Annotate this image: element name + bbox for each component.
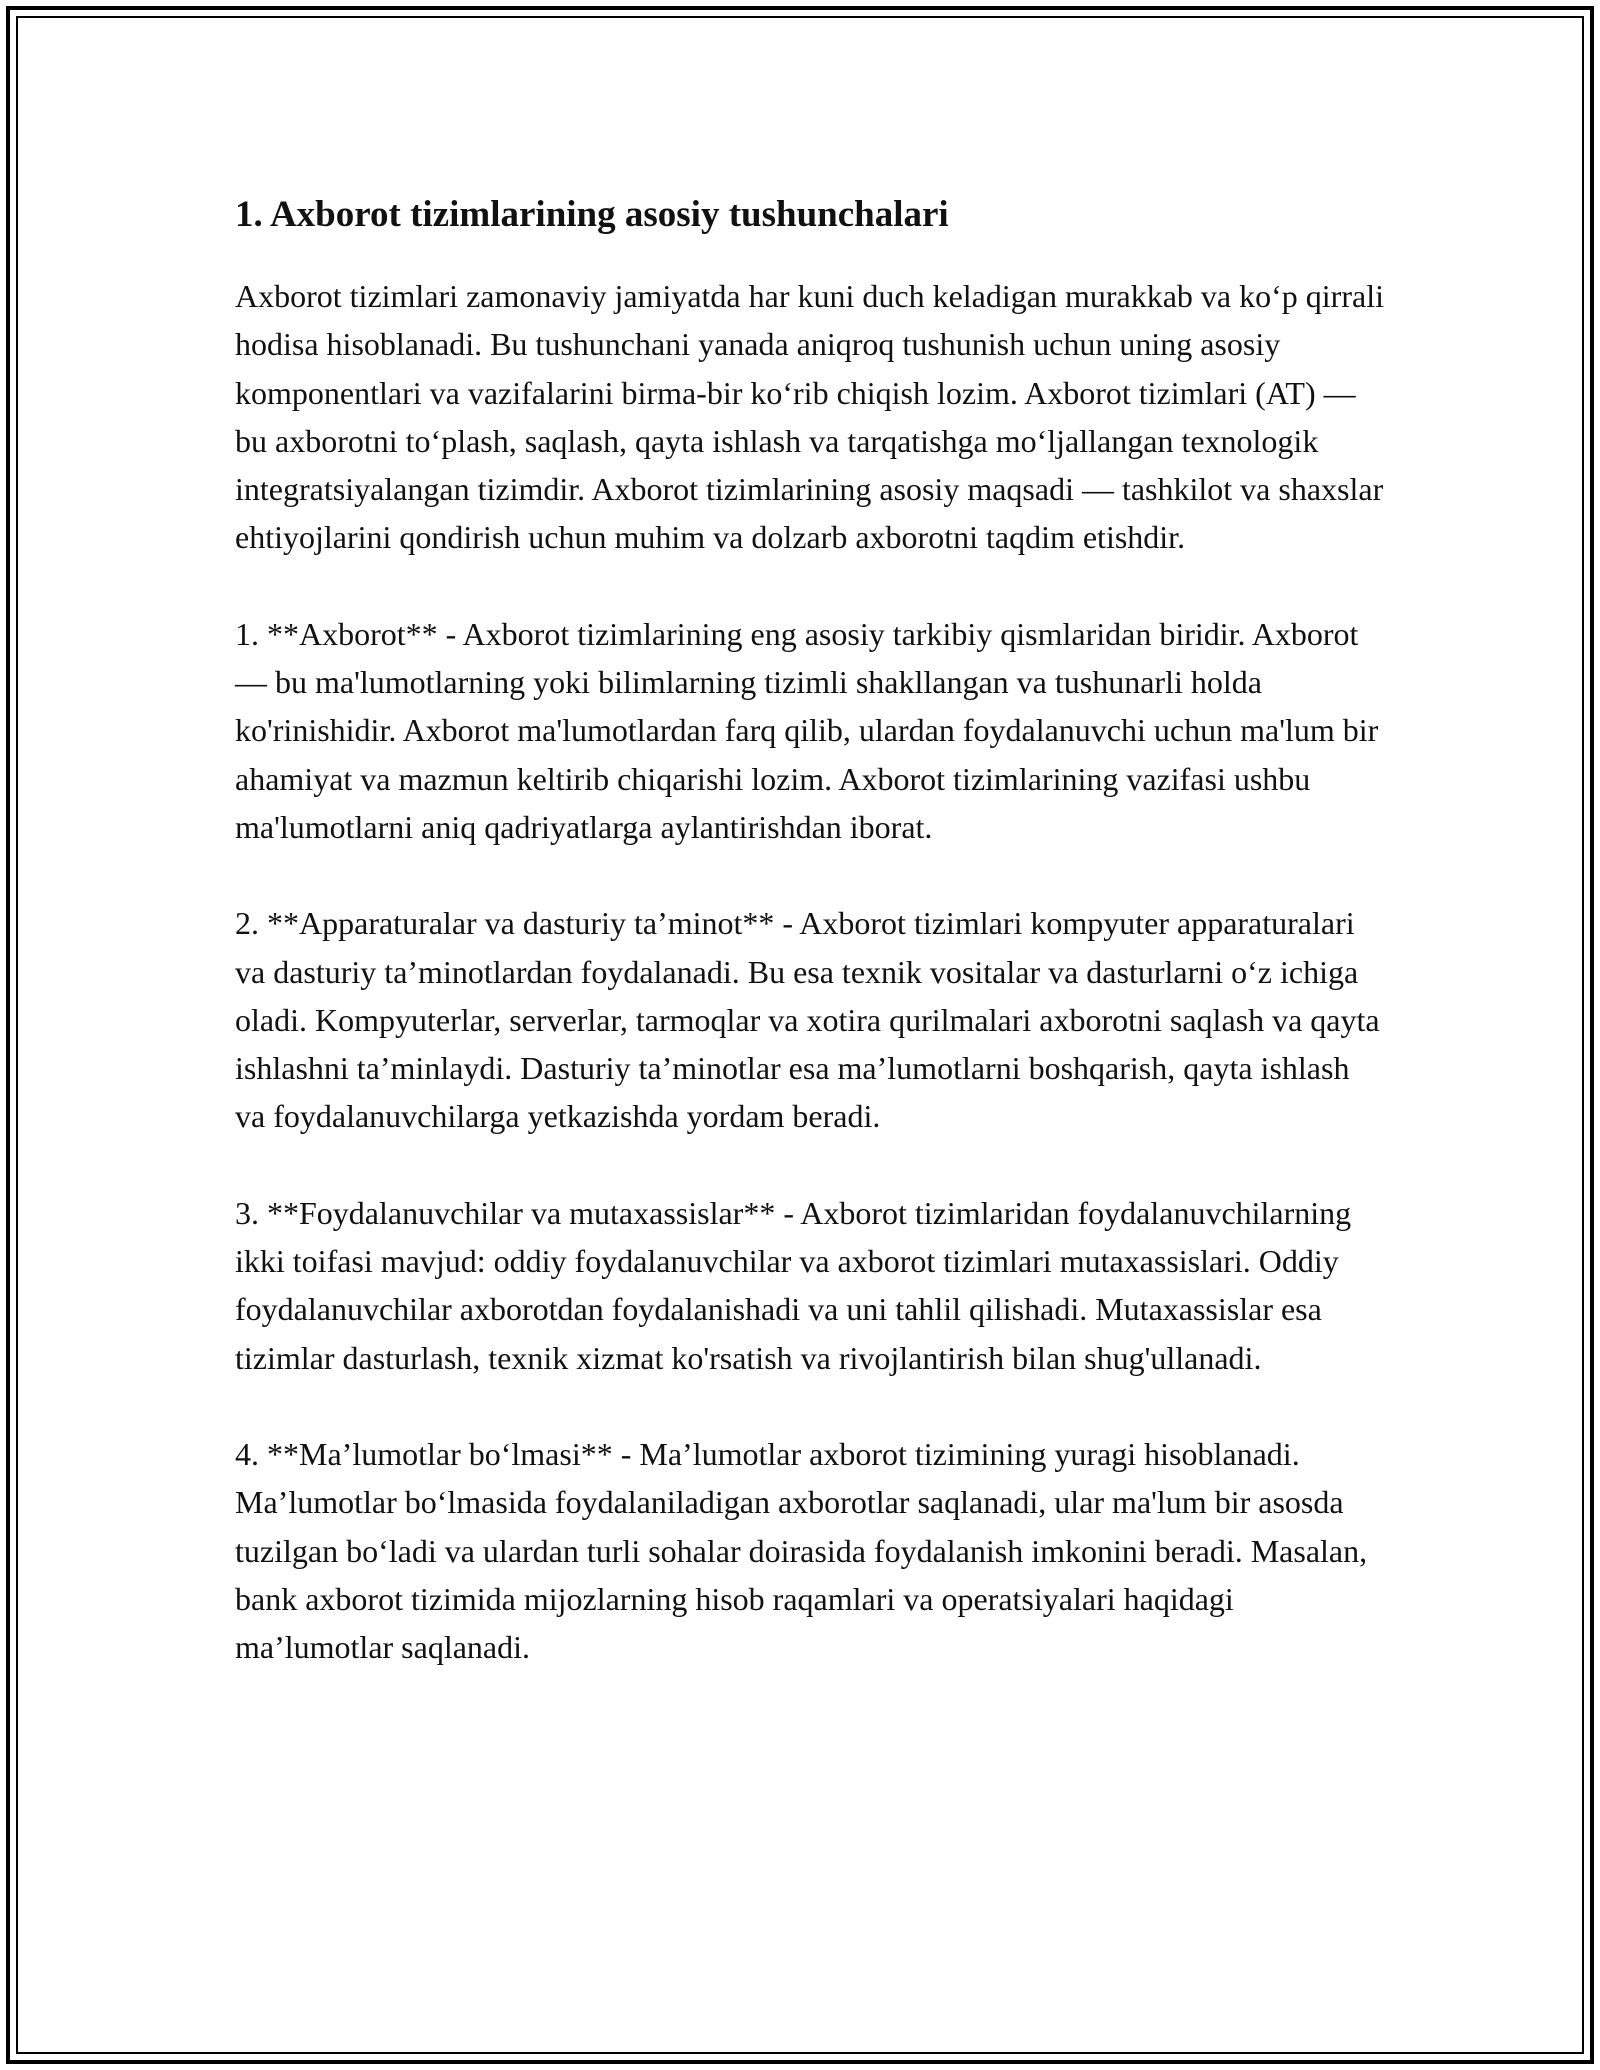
document-title: 1. Axborot tizimlarining asosiy tushunchalari xyxy=(235,194,949,235)
paragraph-apparaturalar: 2. **Apparaturalar va dasturiy ta’minot** - Axborot tizimlari kompyuter apparaturalari va dasturiy ta’minotlardan foydalanadi. Bu esa texnik vositalar va dasturlarni o‘z ichiga oladi. Kompyuterlar, serverlar, tarmoqlar va xotira qurilmalari axborotni saqlash va qayta ishlashni ta’minlaydi. Dasturiy ta’minotlar esa ma’lumotlarni boshqarish, qayta ishlash va foydalanuvchilarga yetkazishda yordam beradi. xyxy=(235,905,1380,1135)
paragraph-axborot: 1. **Axborot** - Axborot tizimlarining eng asosiy tarkibiy qismlaridan biridir. Axborot — bu ma'lumotlarning yoki bilimlarning tizimli shakllangan va tushunarli holda ko'rinishidir. Axborot ma'lumotlardan farq qilib, ulardan foydalanuvchi uchun ma'lum bir ahamiyat va mazmun keltirib chiqarishi lozim. Axborot tizimlarining vazifasi ushbu ma'lumotlarni aniq qadriyatlarga aylantirishdan iborat. xyxy=(235,615,1379,845)
intro-paragraph: Axborot tizimlari zamonaviy jamiyatda har kuni duch keladigan murakkab va ko‘p qirrali hodisa hisoblanadi. Bu tushunchani yanada aniqroq tushunish uchun uning asosiy komponentlari va vazifalarini birma-bir ko‘rib chiqish lozim. Axborot tizimlari (AT) — bu axborotni to‘plash, saqlash, qayta ishlash va tarqatishga mo‘ljallangan texnologik integratsiyalangan tizimdir. Axborot tizimlarining asosiy maqsadi — tashkilot va shaxslar ehtiyojlarini qondirish uchun muhim va dolzarb axborotni taqdim etishdir. xyxy=(235,278,1384,556)
paragraph-foydalanuvchilar: 3. **Foydalanuvchilar va mutaxassislar** - Axborot tizimlaridan foydalanuvchilarning ikki toifasi mavjud: oddiy foydalanuvchilar va axborot tizimlari mutaxassislari. Oddiy foydalanuvchilar axborotdan foydalanishadi va uni tahlil qilishadi. Mutaxassislar esa tizimlar dasturlash, texnik xizmat ko'rsatish va rivojlantirish bilan shug'ullanadi. xyxy=(235,1194,1352,1376)
document-body xyxy=(235,186,1385,1719)
paragraph-malumotlar: 4. **Ma’lumotlar bo‘lmasi** - Ma’lumotlar axborot tizimining yuragi hisoblanadi. Ma’lumotlar bo‘lmasida foydalaniladigan axborotlar saqlanadi, ular ma'lum bir asosda tuzilgan bo‘ladi va ulardan turli sohalar doirasida foydalanish imkonini beradi. Masalan, bank axborot tizimida mijozlarning hisob raqamlari va operatsiyalari haqidagi ma’lumotlar saqlanadi. xyxy=(235,1435,1368,1666)
